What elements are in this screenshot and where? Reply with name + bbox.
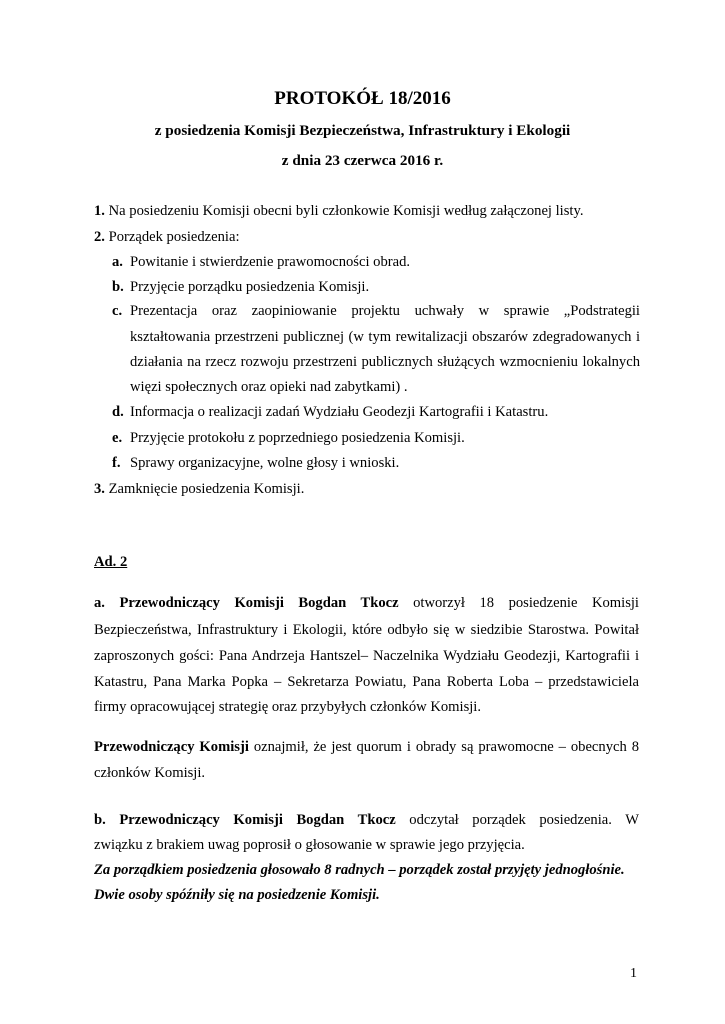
document-subtitle: z posiedzenia Komisji Bezpieczeństwa, Infrastruktury i Ekologii — [154, 122, 571, 139]
agenda-item-number: 1. — [94, 203, 105, 219]
paragraph-a-line4: Katastru, Pana Marka Popka – Sekretarza Powiatu, Pana Roberta Loba – przedstawiciela — [94, 674, 639, 690]
agenda-sub-label-a: a. — [112, 254, 123, 270]
quorum-line2: członków Komisji. — [94, 765, 206, 781]
paragraph-a-line5: firmy opracowującej strategię oraz przybyłych członków Komisji. — [94, 699, 482, 715]
agenda-sub-text-f: Sprawy organizacyjne, wolne głosy i wnioski. — [130, 455, 400, 471]
page-number: 1 — [630, 966, 637, 981]
section-heading: Ad. 2 — [94, 554, 128, 570]
agenda-item-2 — [94, 228, 240, 246]
agenda-item-text: Zamknięcie posiedzenia Komisji. — [108, 481, 305, 497]
agenda-sub-text-e: Przyjęcie protokołu z poprzedniego posiedzenia Komisji. — [130, 430, 465, 446]
agenda-sub-label-d: d. — [112, 404, 124, 420]
paragraph-text: oznajmił, że jest quorum i obrady są prawomocne – obecnych 8 — [253, 739, 639, 755]
agenda-item-1 — [94, 202, 583, 220]
chairman-name: Przewodniczący Komisji Bogdan Tkocz — [119, 812, 396, 828]
agenda-item-text: Na posiedzeniu Komisji obecni byli członkowie Komisji według załączonej listy. — [108, 203, 584, 219]
agenda-sub-text-c-line2: kształtowania przestrzeni publicznej (w tym rewitalizacji obszarów zdegradowanych i — [130, 329, 640, 345]
agenda-item-number: 2. — [94, 229, 105, 245]
agenda-sub-label-b: b. — [112, 279, 124, 295]
agenda-sub-text-c-line4: więzi społecznych oraz opieki nad zabytkami) . — [130, 379, 408, 395]
document-date: z dnia 23 czerwca 2016 r. — [281, 152, 444, 169]
paragraph-a-line1 — [94, 594, 639, 612]
paragraph-b-line2: związku z brakiem uwag poprosił o głosowanie w sprawie jego przyjęcia. — [94, 837, 525, 853]
agenda-sub-label-f: f. — [112, 455, 121, 471]
paragraph-b-line1 — [94, 811, 639, 829]
paragraph-label: b. — [94, 812, 106, 828]
paragraph-text: odczytał porządek posiedzenia. W — [409, 812, 639, 828]
agenda-item-3 — [94, 480, 304, 498]
chairman-title: Przewodniczący Komisji — [94, 739, 249, 755]
chairman-name: a. Przewodniczący Komisji Bogdan Tkocz — [94, 595, 399, 611]
paragraph-a-line2: Bezpieczeństwa, Infrastruktury i Ekologii, które odbyło się w siedzibie Starostwa. Powitał — [94, 622, 639, 638]
agenda-sub-label-e: e. — [112, 430, 123, 446]
paragraph-text: otworzył 18 posiedzenie Komisji — [413, 595, 639, 611]
document-title: PROTOKÓŁ 18/2016 — [274, 88, 451, 109]
agenda-sub-text-b: Przyjęcie porządku posiedzenia Komisji. — [130, 279, 370, 295]
agenda-sub-text-c-line1: Prezentacja oraz zaopiniowanie projektu uchwały w sprawie „Podstrategii — [130, 303, 640, 319]
agenda-item-number: 3. — [94, 481, 105, 497]
agenda-sub-text-d: Informacja o realizacji zadań Wydziału Geodezji Kartografii i Katastru. — [130, 404, 549, 420]
agenda-item-text: Porządek posiedzenia: — [108, 229, 240, 245]
agenda-sub-text-a: Powitanie i stwierdzenie prawomocności obrad. — [130, 254, 411, 270]
quorum-line1 — [94, 738, 639, 756]
vote-result-line1: Za porządkiem posiedzenia głosowało 8 radnych – porządek został przyjęty jednogłośnie. — [94, 862, 625, 878]
paragraph-a-line3: zaproszonych gości: Pana Andrzeja Hantszel– Naczelnika Wydziału Geodezji, Kartografii i — [94, 648, 639, 664]
agenda-sub-label-c: c. — [112, 303, 123, 319]
agenda-sub-text-c-line3: działania na rzecz rozwoju przestrzeni publicznych służących wzmocnieniu lokalnych — [130, 354, 640, 370]
vote-result-line2: Dwie osoby spóźniły się na posiedzenie Komisji. — [94, 887, 380, 903]
